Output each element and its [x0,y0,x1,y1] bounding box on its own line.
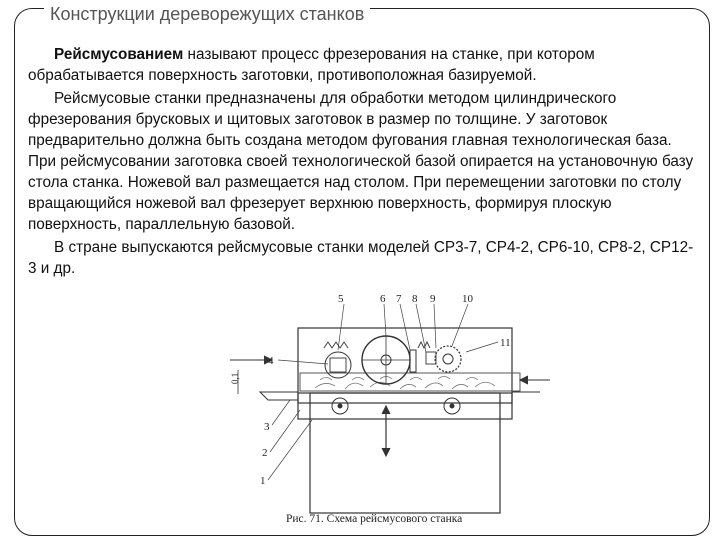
slide-title: Конструкции дереворежущих станков [44,2,370,27]
definition-text: называют процесс фрезерования на станке, при котором обрабатывается поверхность заготовки, противоположная базируемой. [28,46,595,84]
body-text [28,44,696,279]
rear-feed-roller [435,346,461,372]
workpiece-hatch [315,377,495,390]
label-7: 7 [396,293,402,305]
label-3: 3 [264,421,270,433]
machine-table [298,393,512,419]
figure-caption: Рис. 71. Схема рейсмусового станка [286,513,463,525]
label-8: 8 [412,293,418,305]
label-4: 4 [268,355,274,367]
label-10: 10 [462,293,473,305]
paragraph-definition [28,44,696,86]
paragraph-purpose: Рейсмусовые станки предназначены для обработки методом цилиндрического фрезерования брусковых и щитовых заготовок в размер по толщине. У заготовок предварительно должна быть создана методом фугования главная технологическая база. При рейсмусовании заготовка своей технологической базой опирается на установочную базу стола станка. Ножевой вал размещается над столом. При перемещении заготовки по столу вращающийся ножевой вал фрезерует верхнюю поверхность, формируя плоскую поверхность, параллельную базовой. [28,90,694,233]
label-5: 5 [338,293,344,305]
pressure-bar [410,350,416,372]
label-1: 1 [260,475,266,487]
infeed-extension [260,392,298,400]
paragraph-models: В стране выпускаются рейсмусовые станки моделей СР3-7, СР4-2, СР6-10, СР8-2, СР12-3 и др. [28,239,694,277]
label-9: 9 [430,293,436,305]
label-6: 6 [380,293,386,305]
label-dim: 0,1 [230,372,240,384]
label-2: 2 [262,447,268,459]
front-feed-roller [325,352,351,378]
label-11: 11 [500,337,511,349]
term-bold: Рейсмусованием [54,46,184,63]
planer-machine-diagram [220,290,550,530]
machine-body [310,393,500,513]
